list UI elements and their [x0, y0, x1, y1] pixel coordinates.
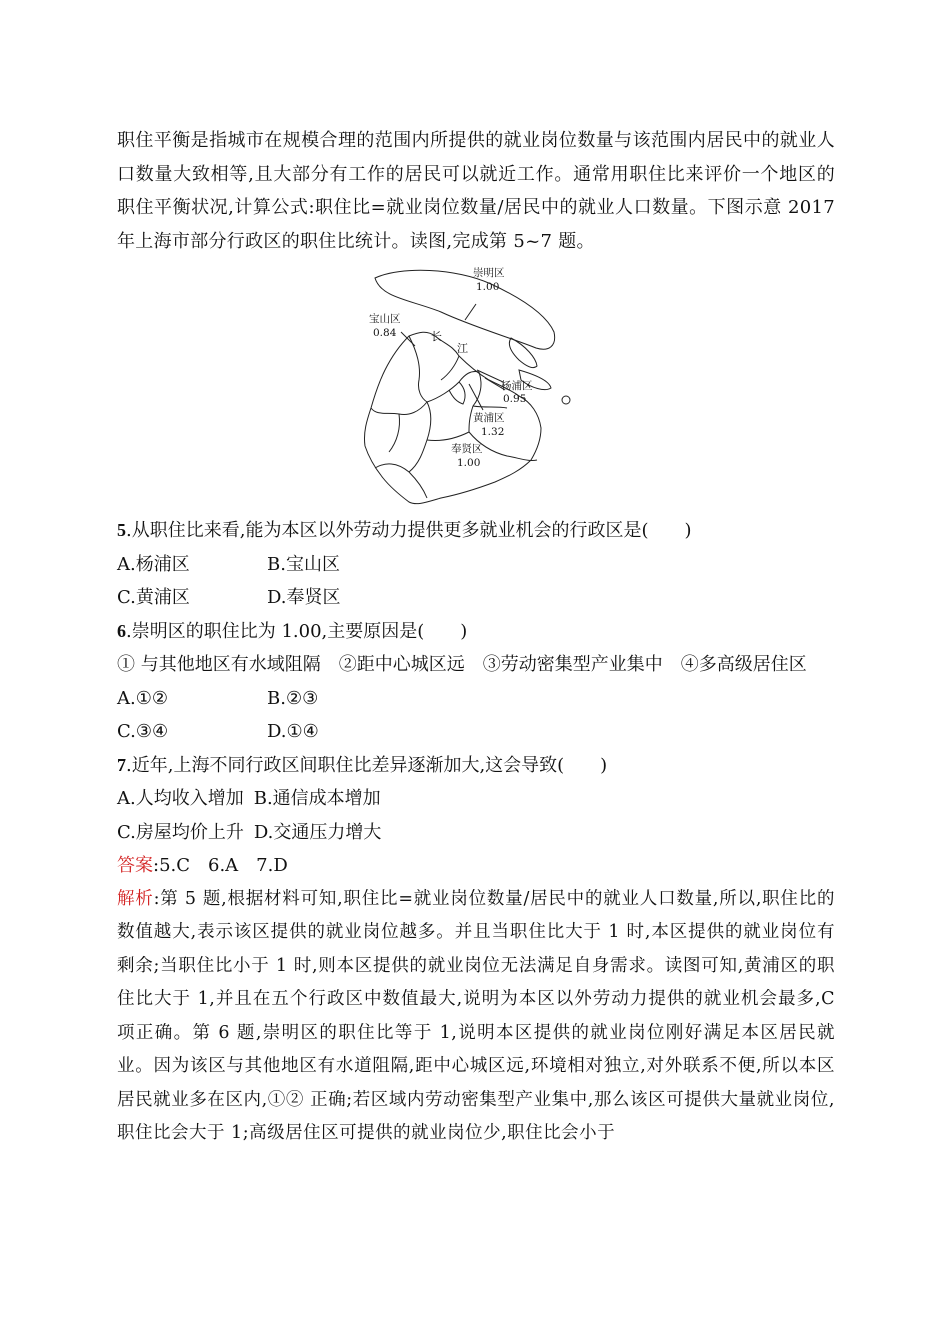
page — [117, 124, 835, 1151]
pointer-line — [465, 304, 476, 320]
option-d[interactable]: D.奉贤区 — [267, 587, 341, 608]
question-items: ① 与其他地区有水域阻隔 ②距中心城区远 ③劳动密集型产业集中 ④多高级居住区 — [117, 654, 807, 675]
options-row — [117, 581, 835, 615]
chongming-label: 崇明区 — [473, 267, 505, 279]
option-c[interactable]: C.黄浦区 — [117, 587, 190, 608]
option-a[interactable]: A.人均收入增加 — [117, 788, 244, 809]
answer-text: :5.C 6.A 7.D — [153, 855, 288, 876]
option-b[interactable]: B.宝山区 — [267, 553, 340, 575]
chongming-island-shape — [375, 270, 555, 349]
baoshan-value: 0.84 — [373, 327, 397, 339]
district-boundary — [427, 432, 469, 441]
district-boundary — [389, 414, 400, 452]
question-7 — [117, 749, 835, 783]
baoshan-label: 宝山区 — [369, 313, 401, 325]
options-row — [117, 816, 835, 850]
answer-line — [117, 849, 835, 883]
yangpu-value: 0.95 — [503, 393, 527, 405]
intro-paragraph: 职住平衡是指城市在规模合理的范围内所提供的就业岗位数量与该范围内居民中的就业人口数量大致相等,且大部分有工作的居民可以就近工作。通常用职住比来评价一个地区的职住平衡状况,计算公式:职住比=就业岗位数量/居民中的就业人口数量。下图示意 2017 年上海市部分行政区的职住比统计。读图,完成第 5~7 题。 — [117, 130, 835, 252]
river-char-chang: 长 — [431, 330, 442, 343]
district-boundary — [449, 382, 465, 404]
huangpu-value: 1.32 — [481, 426, 505, 438]
question-number: 7 — [117, 754, 126, 775]
district-boundary — [375, 464, 427, 498]
small-island-shape — [562, 396, 570, 404]
fengxian-value: 1.00 — [457, 457, 481, 469]
analysis-label: 解析 — [117, 888, 154, 909]
chongming-value: 1.00 — [476, 281, 500, 293]
question-stem: .从职住比来看,能为本区以外劳动力提供更多就业机会的行政区是( ) — [126, 520, 692, 541]
question-stem: .近年,上海不同行政区间职住比差异逐渐加大,这会导致( ) — [126, 754, 608, 776]
district-boundary — [409, 402, 431, 472]
option-a[interactable]: A.①② — [117, 687, 168, 709]
option-d[interactable]: D.交通压力增大 — [253, 821, 382, 843]
options-row — [117, 548, 835, 582]
district-boundary — [441, 356, 459, 380]
option-a[interactable]: A.杨浦区 — [117, 553, 190, 575]
district-boundary — [371, 402, 427, 415]
option-c[interactable]: C.房屋均价上升 — [117, 821, 244, 843]
option-b[interactable]: B.②③ — [267, 687, 319, 709]
analysis-text: :第 5 题,根据材料可知,职住比=就业岗位数量/居民中的就业人口数量,所以,职住比的数值越大,表示该区提供的就业岗位越多。并且当职住比大于 1 时,本区提供的就业岗位有剩余;当职住比小于 1 时,则本区提供的就业岗位无法满足自身需求。读图可知,黄浦区的职住比大于 1,并且在五个行政区中数值最大,说明为本区以外劳动力提供的就业机会最多,C 项正确。第 6 题,崇明区的职住比等于 1,说明本区提供的就业岗位刚好满足本区居民就业。因为该区与其他地区有水道阻隔,距中心城区远,环境相对独立,对外联系不便,所以本区居民就业多在区内,①② 正确;若区域内劳动密集型产业集中,那么该区可提供大量就业岗位,职住比会大于 1;高级居住区可提供的就业岗位少,职住比会小于 — [117, 888, 835, 1143]
options-row — [117, 682, 835, 716]
question-stem: .崇明区的职住比为 1.00,主要原因是( ) — [126, 620, 468, 642]
options-row — [117, 715, 835, 749]
map-figure — [117, 262, 835, 512]
district-boundary — [409, 336, 427, 402]
mainland-shape — [364, 332, 541, 503]
question-number: 5 — [117, 520, 126, 540]
answer-label: 答案 — [117, 855, 153, 876]
shanghai-map — [361, 262, 597, 508]
river-char-jiang: 江 — [457, 342, 468, 355]
district-boundary — [473, 406, 507, 408]
options-row — [117, 782, 835, 816]
district-boundary — [427, 371, 479, 402]
question-5 — [117, 514, 835, 548]
yangpu-label: 杨浦区 — [501, 380, 533, 392]
huangpu-label: 黄浦区 — [473, 412, 505, 424]
option-c[interactable]: C.③④ — [117, 721, 169, 742]
option-d[interactable]: D.①④ — [267, 721, 319, 742]
option-b[interactable]: B.通信成本增加 — [253, 788, 381, 809]
question-number: 6 — [117, 620, 126, 641]
fengxian-label: 奉贤区 — [451, 443, 483, 455]
changxing-island-shape — [509, 338, 537, 368]
analysis-paragraph — [117, 883, 835, 1151]
question-6 — [117, 615, 835, 649]
